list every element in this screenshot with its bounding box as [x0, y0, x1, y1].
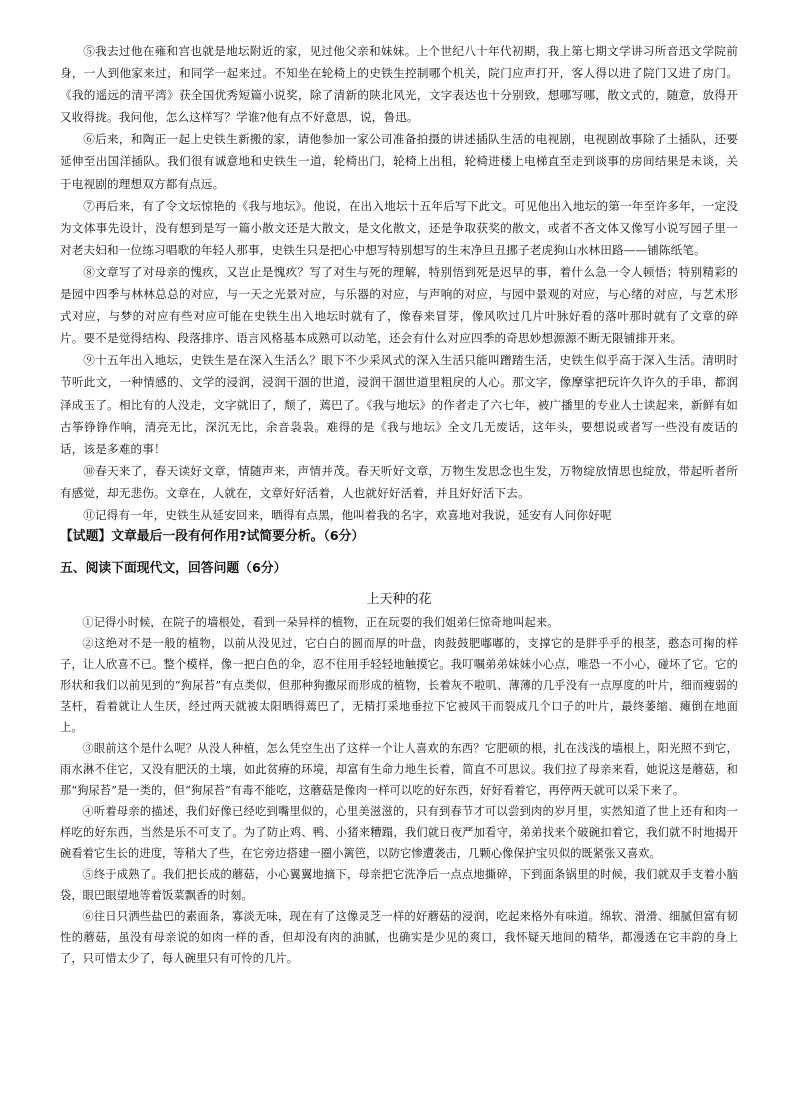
- paragraph-11: ⑪记得有一年，史铁生从延安回来，晒得有点黑，他叫着我的名字，欢喜地对我说，延安有人问你好呢: [83, 507, 612, 522]
- story-title: 上天种的花: [366, 592, 432, 608]
- paragraph-7: ⑦再后来，有了令文坛惊艳的《我与地坛》。他说，在出入地坛十五年后写下此文。可见他出入地坛的第一年至许多年，一定没为文体事先设计，没有想到是写一篇小散文还是大散文，是文化散文，还是争取获奖的散文，或者不吝文体又像写小说写园子里一对老夫妇和一位练习唱歌的年轻人那事，史铁生只是把心中想写特别想写的生末净旦丑挪子老虎狗山水林田路——铺陈纸笔。: [60, 198, 738, 257]
- passage-two: [60, 588, 738, 969]
- story-paragraph-1: ①记得小时候，在院子的墙根处，看到一朵异样的植物，正在玩耍的我们姐弟仨惊奇地叫起来。: [82, 616, 559, 630]
- story-paragraph-2: ②这绝对不是一般的植物，以前从没见过，它白白的圆而厚的叶盘，肉鼓鼓肥嘟嘟的，支撑它的是胖乎乎的根茎，憨态可掬的样子，让人欣喜不已。整个模样，像一把白色的伞，忍不住用手轻轻地触摸它。我叮嘱弟弟妹妹小心点，唯恐一不小心，碰坏了它。它的形状和我们以前见到的“狗尿苔”有点类似，但那种狗撒尿而形成的植物，长着灰不啦叽、薄薄的几乎没有一点厚度的叶片，细而瘦弱的茎杆，看着就让人生厌，经过两天就被太阳晒得蔫巴了，无精打采地垂拉下它被风干而裂成几个口子的叶片，最终萎缩、瘫倒在地面上。: [60, 637, 738, 735]
- exam-question: 【试题】文章最后一段有何作用?试简要分析。（6分）: [60, 529, 365, 545]
- paragraph-9: ⑨十五年出入地坛，史铁生是在深入生活么？眼下不少采风式的深入生活只能叫蹭踏生活，史铁生似乎高于深入生活。清明时节听此文，一种情感的、文学的浸润，浸润干涸的世道，浸润干涸世道里粗戾的人心。那文字，像摩挲把玩许久许久的手串，都润泽成玉了。相比有的人没走，文字就旧了，颓了，蔫巴了。《我与地坛》的作者走了六七年，被广播里的专业人士读起来，新鲜有如古筝铮铮作响，清亮无比，深沉无比，余音袅袅。难得的是《我与地坛》全文几无废话，这年头，要想说或者写一些没有废话的话，该是多难的事！: [60, 353, 738, 456]
- story-paragraph-6: ⑥往日只洒些盐巴的素面条，寡淡无味，现在有了这像灵芝一样的好蘑菇的浸润，吃起来格外有味道。绵软、滑滑、细腻但富有韧性的蘑菇，虽没有母亲说的如肉一样的香，但却没有肉的油腻，也确实是少见的爽口，我怀疑天地间的精华，都漫透在它丰韵的身上了，只可惜太少了，每人碗里只有可怜的几片。: [60, 910, 738, 966]
- paragraph-5: ⑤我去过他在雍和宫也就是地坛附近的家，见过他父亲和妹妹。上个世纪八十年代初期，我上第七期文学讲习所音迅文学院前身，一人到他家来过，和同学一起来过。不知坐在轮椅上的史铁生控制哪个机关，院门应声打开，客人得以进了院门又进了房门。《我的遥远的清平湾》获全国优秀短篇小说奖，除了清新的陕北风光，文字表达也十分别致，想哪写哪，散文式的，随意，放得开又收得拢。我问他，怎么这样写？学谁?他有点不好意思，说，鲁迅。: [60, 44, 738, 125]
- paragraph-10: ⑩春天来了，春天读好文章，情随声来，声情并茂。春天听好文章，万物生发思念也生发，万物绽放情思也绽放，带起听者所有感觉，却无悲伤。文章在，人就在，文章好好活着，人也就好好活着，并且好好活下去。: [60, 463, 738, 500]
- story-paragraph-4: ④听着母亲的描述，我们好像已经吃到嘴里似的，心里美滋滋的，只有到春节才可以尝到肉的岁月里，实然知道了世上还有和肉一样吃的好东西，当然是乐不可支了。为了防止鸡、鸭、小猪来糟蹋，我们就日夜严加看守，弟弟找来个破碗扣着它，我们就不时地揭开碗看着它生长的进度，等稍大了些，在它旁边搭建一圈小篱笆，以防它惨遭袭击，几颗心像保护宝贝似的既紧张又喜欢。: [60, 805, 738, 861]
- story-paragraph-5: ⑤终于成熟了。我们把长成的蘑菇，小心翼翼地摘下，母亲把它洗净后一点点地撕碎，下到面条锅里的时候，我们就双手支着小脑袋，眼巴眼望地等着饭菜飘香的时刻。: [60, 868, 738, 903]
- paragraph-8: ⑧文章写了对母亲的愧疚，又岂止是愧疚？写了对生与死的理解，特别悟到死是迟早的事，着什么急一令人顿悟；特别精彩的是园中四季与林林总总的对应，与一天之光景对应，与乐器的对应，与声响的对应，与园中景观的对应，与心绪的对应，与艺术形式对应，与梦的对应有些对应可能在史铁生出入地坛时就有了，像春来冒芽，像风吹过几片叶脉好看的落叶那时就有了文章的碎片。要不是觉得结构、段落排序、语言风格基本成熟可以动笔，还会有什么对应四季的奇思妙想源源不断无限铺排开来。: [60, 264, 738, 346]
- document-page: [60, 40, 738, 969]
- story-paragraph-3: ③眼前这个是什么呢？从没人种植，怎么凭空生出了这样一个让人喜欢的东西？它肥硕的根，扎在浅浅的墙根上，阳光照不到它，雨水淋不住它，又没有肥沃的土壤，如此贫瘠的环境，却富有生命力地生长着，简直不可思议。我们拉了母亲来看，她说这是蘑菇，和那“狗尿苔”是一类的，但“狗尿苔”有毒不能吃，这蘑菇是像肉一样可以吃的好东西，好好看着它，再停两天就可以采下来了。: [60, 742, 738, 798]
- paragraph-6: ⑥后来，和陶正一起上史铁生新搬的家，请他参加一家公司准备拍摄的讲述插队生活的电视剧，电视剧故事除了土插队，还要延伸至出国洋插队。我们很有诚意地和史铁生一道，轮椅出门，轮椅上出租，轮椅进楼上电梯直至走到谈事的房间结果是未谈，关于电视剧的理想双方都有点远。: [60, 132, 738, 191]
- passage-one: [60, 40, 738, 526]
- section-five-heading: 五、阅读下面现代文，回答问题（6分）: [60, 561, 287, 577]
